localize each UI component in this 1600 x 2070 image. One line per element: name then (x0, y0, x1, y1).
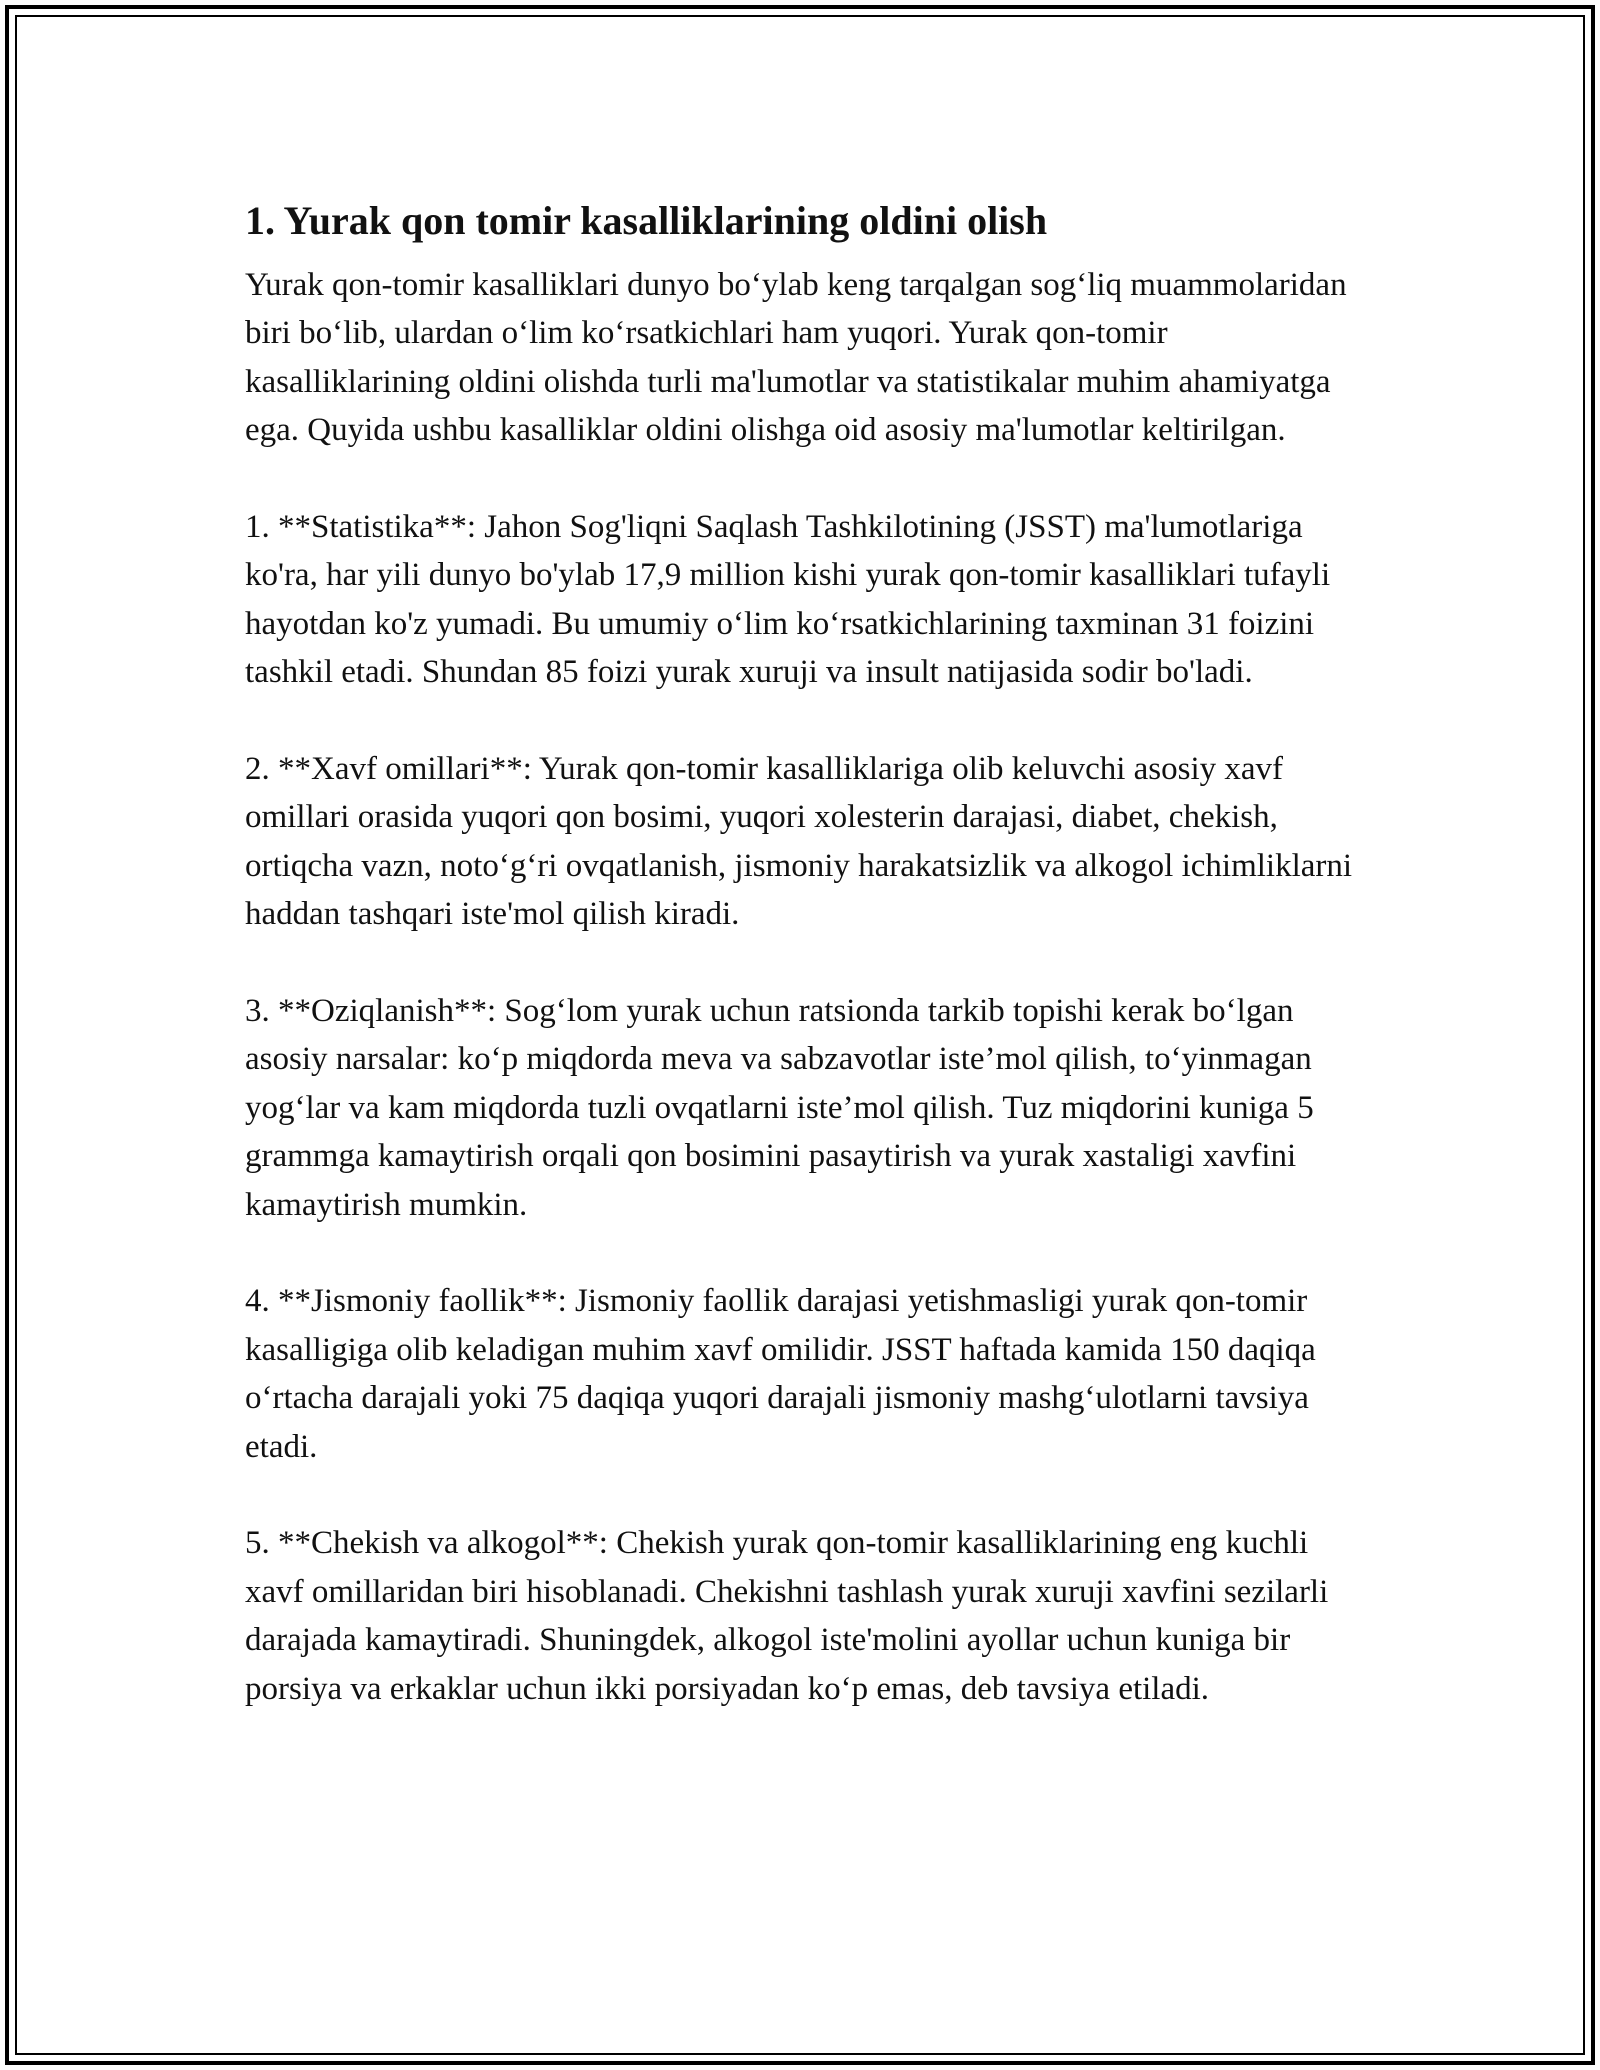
paragraph-statistics: 1. **Statistika**: Jahon Sog'liqni Saqlash Tashkilotining (JSST) ma'lumotlariga ko'ra, har yili dunyo bo'ylab 17,9 million kishi yurak qon-tomir kasalliklari tufayli hayotdan ko'z yumadi. Bu umumiy o‘lim ko‘rsatkichlarining taxminan 31 foizini tashkil etadi. Shundan 85 foizi yurak xuruji va insult natijasida sodir bo'ladi. (245, 509, 1331, 691)
paragraph-physical-activity: 4. **Jismoniy faollik**: Jismoniy faollik darajasi yetishmasligi yurak qon-tomir kasalligiga olib keladigan muhim xavf omilidir. JSST haftada kamida 150 daqiqa o‘rtacha darajali yoki 75 daqiqa yuqori darajali jismoniy mashg‘ulotlarni tavsiya etadi. (245, 1283, 1316, 1465)
page-border (5, 5, 1595, 2065)
intro-paragraph: Yurak qon-tomir kasalliklari dunyo bo‘ylab keng tarqalgan sog‘liq muammolaridan biri bo‘lib, ulardan o‘lim ko‘rsatkichlari ham yuqori. Yurak qon-tomir kasalliklarining oldini olishda turli ma'lumotlar va statistikalar muhim ahamiyatga ega. Quyida ushbu kasalliklar oldini olishga oid asosiy ma'lumotlar keltirilgan. (245, 267, 1347, 449)
paragraph-smoking-alcohol: 5. **Chekish va alkogol**: Chekish yurak qon-tomir kasalliklarining eng kuchli xavf omillaridan biri hisoblanadi. Chekishni tashlash yurak xuruji xavfini sezilarli darajada kamaytiradi. Shuningdek, alkogol iste'molini ayollar uchun kuniga bir porsiya va erkaklar uchun ikki porsiyadan ko‘p emas, deb tavsiya etiladi. (245, 1525, 1329, 1707)
paragraph-risk-factors: 2. **Xavf omillari**: Yurak qon-tomir kasalliklariga olib keluvchi asosiy xavf omillari orasida yuqori qon bosimi, yuqori xolesterin darajasi, diabet, chekish, ortiqcha vazn, noto‘g‘ri ovqatlanish, jismoniy harakatsizlik va alkogol ichimliklarni haddan tashqari iste'mol qilish kiradi. (245, 751, 1353, 933)
document-body (245, 195, 1375, 1762)
paragraph-nutrition: 3. **Oziqlanish**: Sog‘lom yurak uchun ratsionda tarkib topishi kerak bo‘lgan asosiy narsalar: ko‘p miqdorda meva va sabzavotlar iste’mol qilish, to‘yinmagan yog‘lar va kam miqdorda tuzli ovqatlarni iste’mol qilish. Tuz miqdorini kuniga 5 grammga kamaytirish orqali qon bosimini pasaytirish va yurak xastaligi xavfini kamaytirish mumkin. (245, 993, 1314, 1223)
document-title: 1. Yurak qon tomir kasalliklarining oldini olish (245, 198, 1048, 243)
